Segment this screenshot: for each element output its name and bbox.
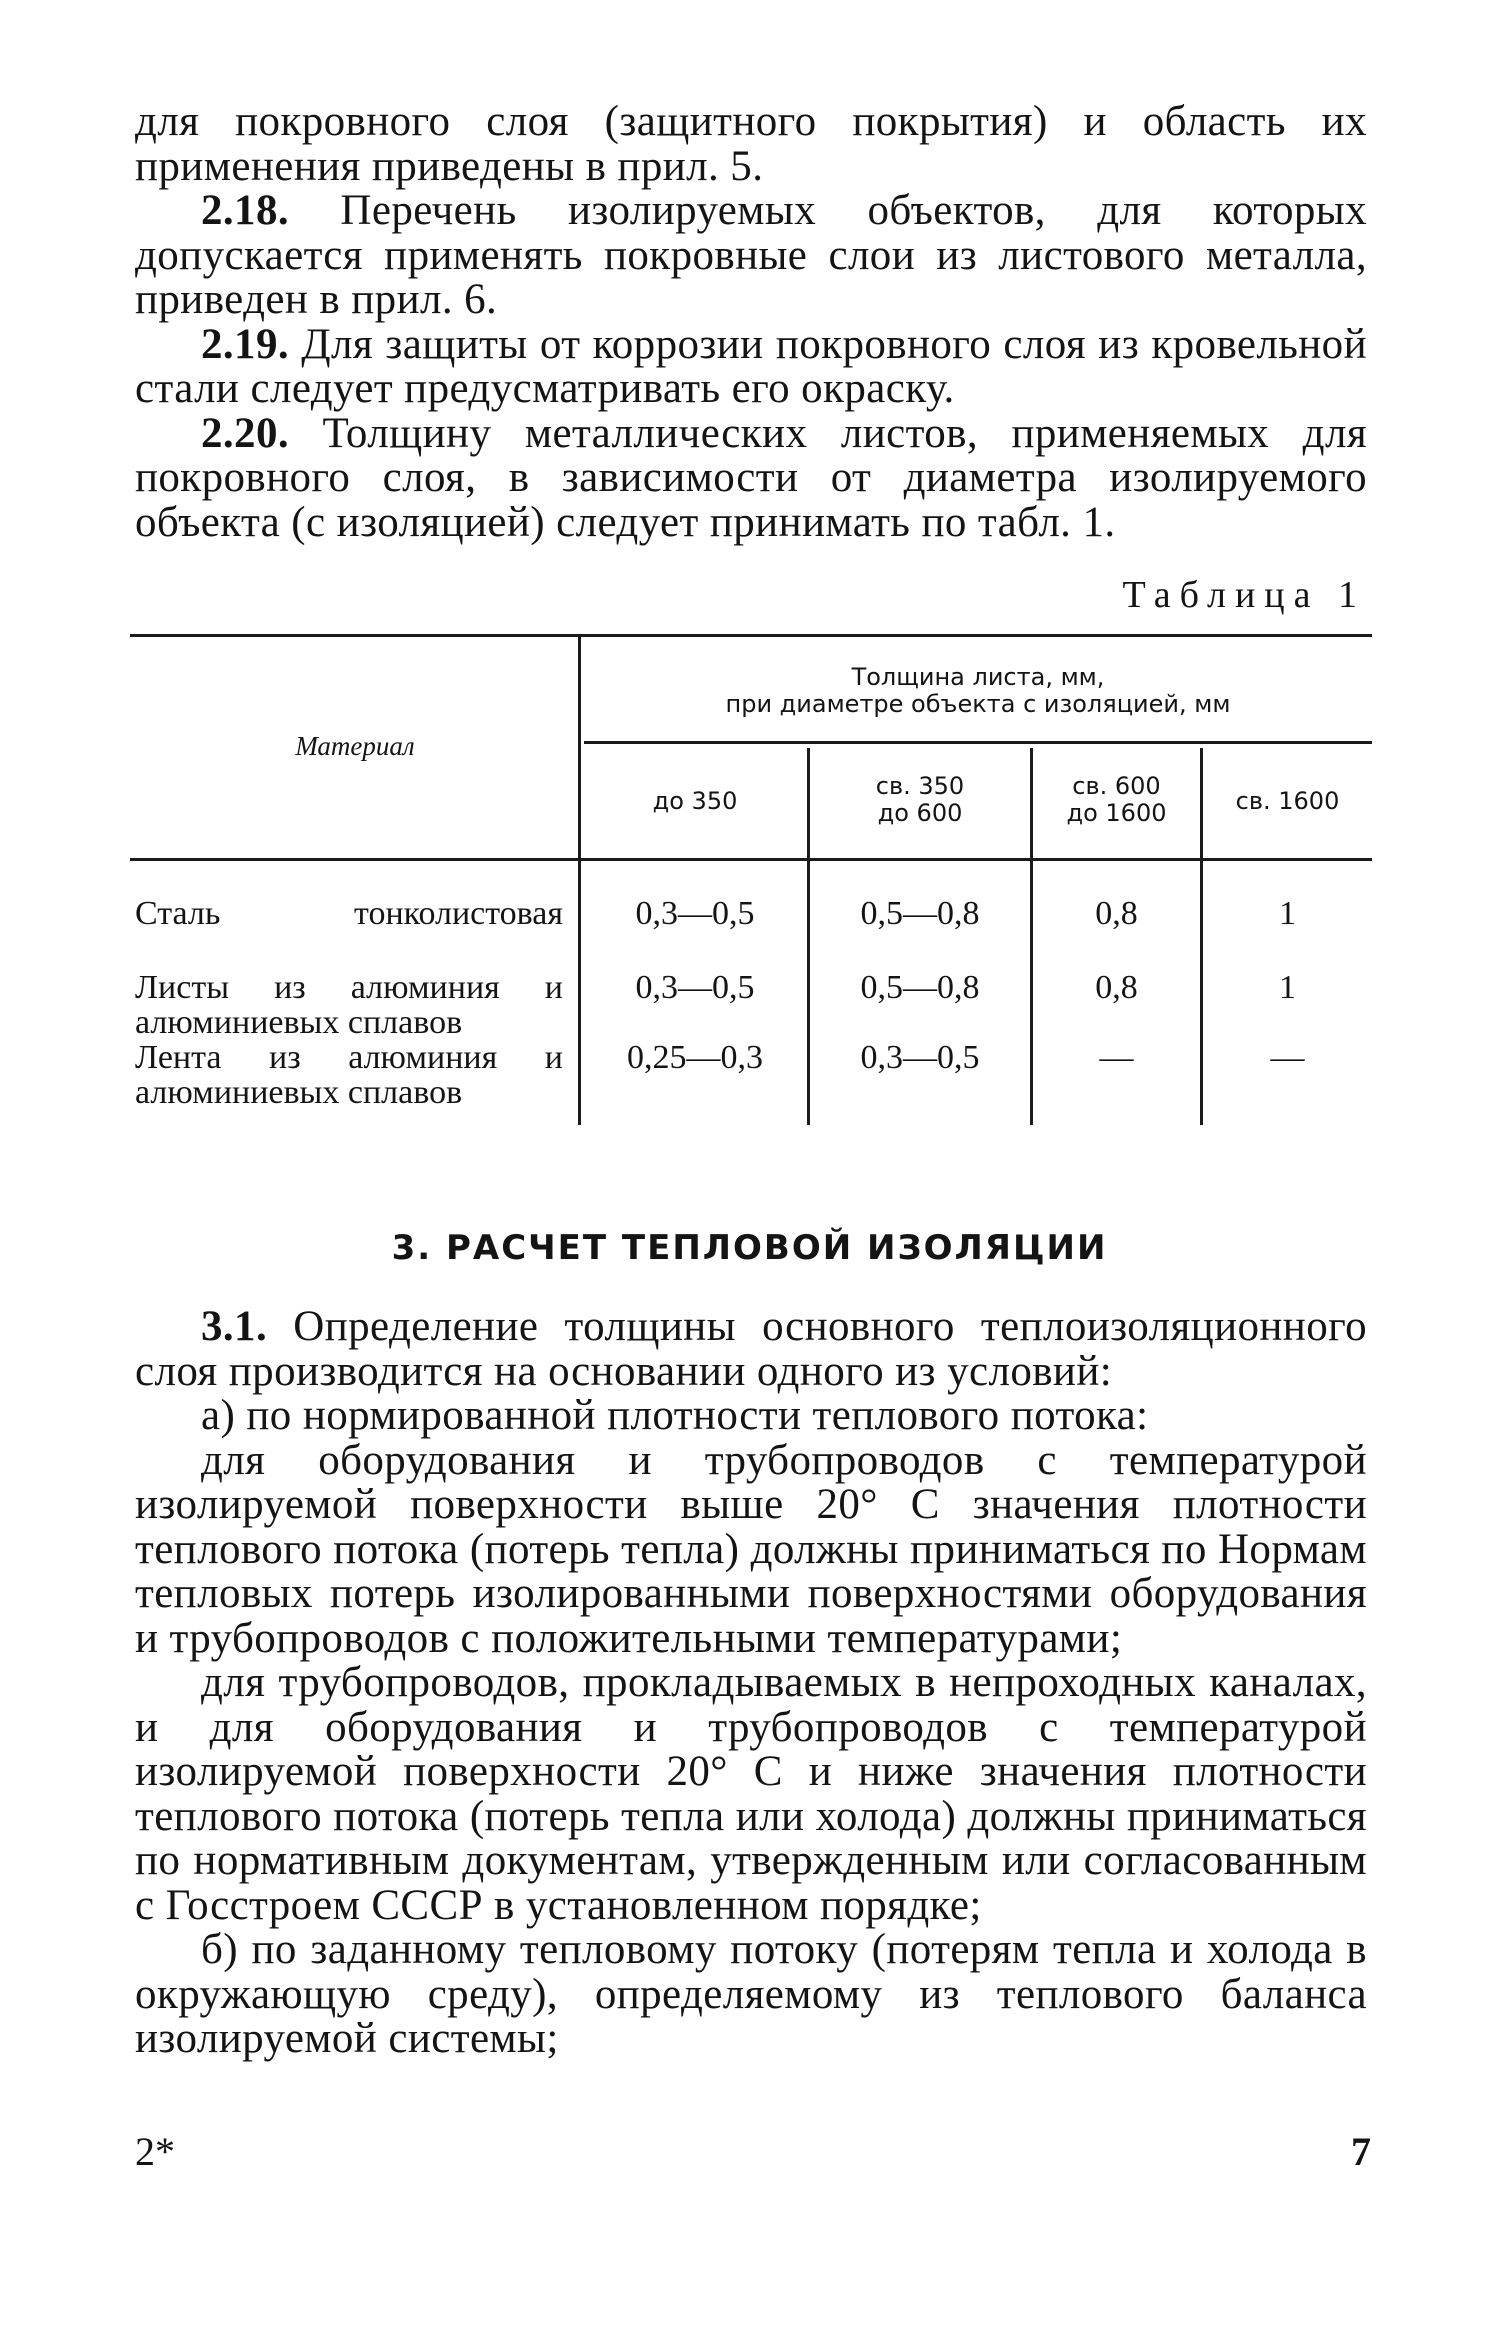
table-header-bottom-rule	[130, 858, 1372, 861]
paragraph-2-19: 2.19. Для защиты от коррозии покровного слоя из кровельной стали следует предусматривать его окраску.	[135, 320, 1367, 412]
paragraph-channels: для трубопроводов, прокладываемых в непроходных каналах, и для оборудования и трубопроводов с температурой изолируемой поверхности 20° С и ниже значения плотности теплового потока (потерь тепла или холода) должны приниматься по нормативным документам, утвержденным или согласованным с Госстроем СССР в установленном порядке;	[135, 1659, 1367, 1929]
material-header: Материал	[295, 731, 415, 761]
table-row-material: Листы из алюминия и алюминиевых сплавов	[135, 969, 563, 1041]
table-row-material: Сталь тонколистовая	[135, 895, 563, 932]
paragraph-continuation: для покровного слоя (защитного покрытия) и область их применения приведены в прил. 5.	[135, 98, 1367, 190]
table-cell: 0,3—0,5	[635, 895, 755, 932]
table-cell: 1	[1279, 969, 1296, 1006]
table-cell: 0,5—0,8	[860, 895, 980, 932]
table-row-material: Лента из алюминия и алюминиевых сплавов	[135, 1039, 563, 1111]
column-header-2: св. 350 до 600	[875, 772, 965, 827]
page-number: 7	[1351, 2129, 1371, 2174]
table-cell: —	[1270, 1039, 1305, 1076]
paragraph-a: а) по нормированной плотности теплового потока:	[201, 1392, 1149, 1439]
table-header-subrule	[584, 741, 1372, 744]
paragraph-positive-temp: для оборудования и трубопроводов с температурой изолируемой поверхности выше 20° С значения плотности теплового потока (потерь тепла) должны приниматься по Нормам тепловых потерь изолированными поверхностями оборудования и трубопроводов с положительными температурами;	[135, 1436, 1367, 1662]
table-cell: 0,3—0,5	[860, 1039, 980, 1076]
column-header-4: св. 1600	[1235, 787, 1340, 815]
table-vline-material	[578, 637, 581, 1125]
paragraph-2-18: 2.18. Перечень изолируемых объектов, для которых допускается применять покровные слои из листового металла, приведен в прил. 6.	[135, 187, 1367, 323]
table-cell: 0,5—0,8	[860, 969, 980, 1006]
table-cell: —	[1099, 1039, 1134, 1076]
table-caption: Таблица 1	[1122, 574, 1366, 616]
paragraph-2-20: 2.20. Толщину металлических листов, применяемых для покровного слоя, в зависимости от диаметра изолируемого объекта (с изоляцией) следует принимать по табл. 1.	[135, 409, 1367, 546]
paragraph-3-1: 3.1. Определение толщины основного теплоизоляционного слоя производится на основании одного из условий:	[135, 1303, 1367, 1395]
table-cell: 0,8	[1095, 895, 1138, 932]
group-header-line1: Толщина листа, мм,	[851, 663, 1105, 691]
group-header-line2: при диаметре объекта с изоляцией, мм	[725, 690, 1231, 718]
top-text	[135, 100, 1367, 545]
paragraph-b: б) по заданному тепловому потоку (потерям тепла и холода в окружающую среду), определяемому из теплового баланса изолируемой системы;	[135, 1926, 1367, 2062]
bottom-text	[135, 1305, 1367, 2062]
section-title: 3. РАСЧЕТ ТЕПЛОВОЙ ИЗОЛЯЦИИ	[391, 1228, 1108, 1268]
signature-mark: 2*	[135, 2129, 175, 2174]
column-header-3: св. 600 до 1600	[1066, 772, 1167, 827]
table-cell: 0,25—0,3	[627, 1039, 763, 1076]
column-header-1: до 350	[652, 787, 738, 815]
table-cell: 0,3—0,5	[635, 969, 755, 1006]
table-cell: 1	[1279, 895, 1296, 932]
table-top-rule	[130, 634, 1372, 637]
table-cell: 0,8	[1095, 969, 1138, 1006]
